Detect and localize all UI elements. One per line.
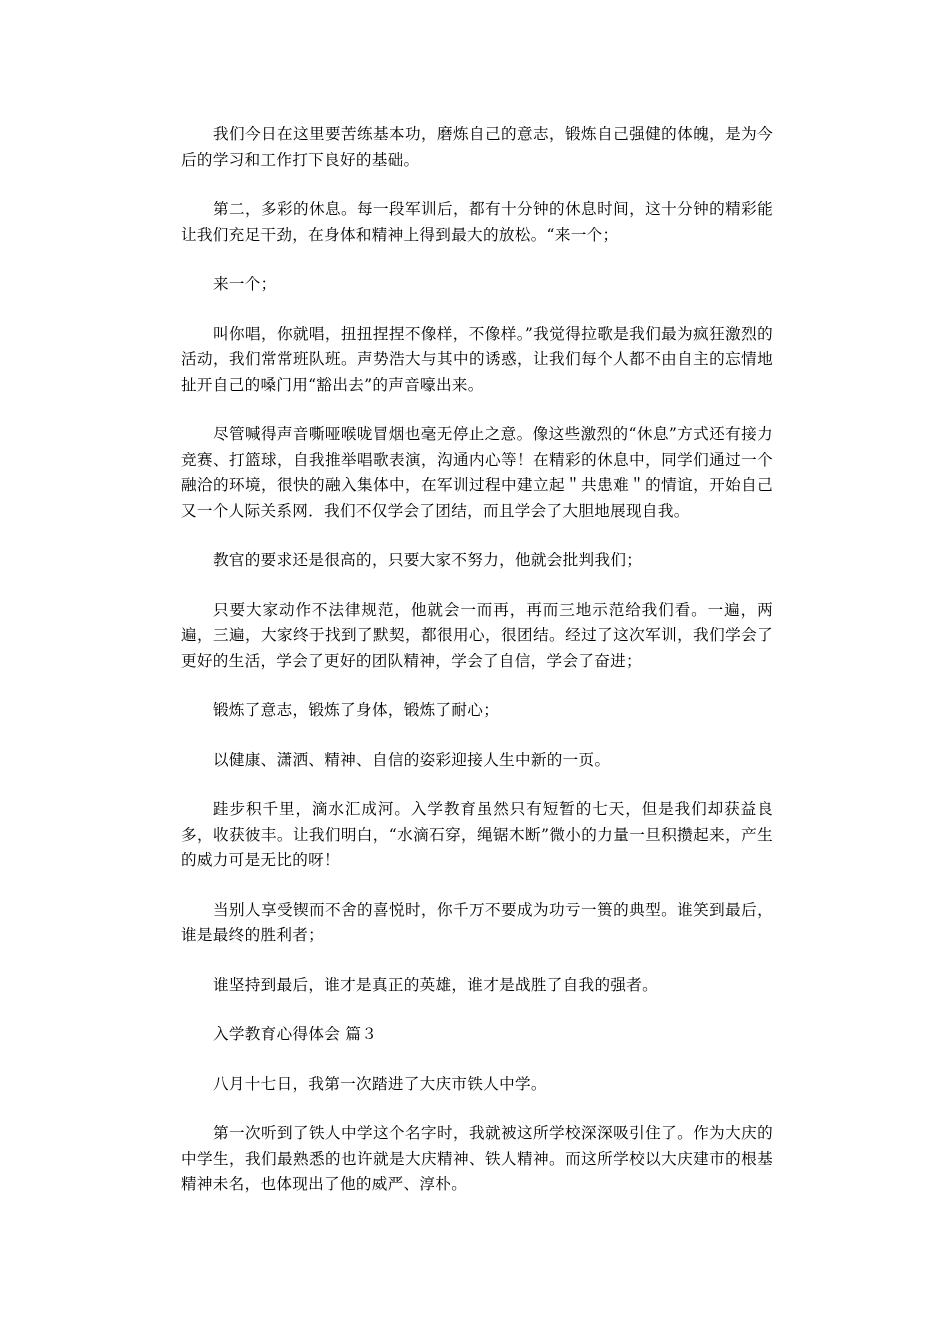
paragraph: 锻炼了意志，锻炼了身体，锻炼了耐心； xyxy=(213,701,500,719)
paragraph: 教官的要求还是很高的，只要大家不努力，他就会批判我们； xyxy=(213,551,643,569)
paragraph: 当别人享受锲而不舍的喜悦时，你千万不要成为功亏一篑的典型。谁笑到最后，谁是最终的胜利者； xyxy=(181,900,773,944)
paragraph: 跬步积千里，滴水汇成河。入学教育虽然只有短暂的七天，但是我们却获益良多，收获彼丰。让我们明白，“水滴石穿，绳锯木断”微小的力量一旦积攒起来，产生的威力可是无比的呀！ xyxy=(181,800,773,869)
paragraph: 叫你唱，你就唱，扭扭捏捏不像样，不像样。”我觉得拉歌是我们最为疯狂激烈的活动，我们常常班队班。声势浩大与其中的诱惑，让我们每个人都不由自主的忘情地扯开自己的嗓门用“豁出去”的声音嚎出来。 xyxy=(181,324,773,394)
paragraph: 来一个； xyxy=(213,275,277,293)
paragraph: 只要大家动作不法律规范，他就会一而再，再而三地示范给我们看。一遍，两遍，三遍，大家终于找到了默契，都很用心，很团结。经过了这次军训，我们学会了更好的生活，学会了更好的团队精神，学会了自信，学会了奋进； xyxy=(181,600,773,670)
paragraph: 尽管喊得声音嘶哑喉咙冒烟也毫无停止之意。像这些激烈的“休息”方式还有接力竞赛、打篮球，自我推举唱歌表演，沟通内心等！在精彩的休息中，同学们通过一个融洽的环境，很快的融入集体中，在军训过程中建立起＂共患难＂的情谊，开始自己又一个人际关系网．我们不仅学会了团结，而且学会了大胆地展现自我。 xyxy=(181,425,773,520)
paragraph: 第一次听到了铁人中学这个名字时，我就被这所学校深深吸引住了。作为大庆的中学生，我们最熟悉的也许就是大庆精神、铁人精神。而这所学校以大庆建市的根基精神未名，也体现出了他的威严、淳朴。 xyxy=(181,1124,773,1193)
paragraph: 我们今日在这里要苦练基本功，磨炼自己的意志，锻炼自己强健的体魄，是为今后的学习和工作打下良好的基础。 xyxy=(181,125,773,169)
paragraph: 八月十七日，我第一次踏进了大庆市铁人中学。 xyxy=(213,1074,547,1093)
document-body xyxy=(181,122,773,1222)
paragraph: 以健康、潇洒、精神、自信的姿彩迎接人生中新的一页。 xyxy=(213,750,611,769)
paragraph: 第二，多彩的休息。每一段军训后，都有十分钟的休息时间，这十分钟的精彩能让我们充足干劲，在身体和精神上得到最大的放松。“来一个； xyxy=(181,200,773,244)
paragraph: 谁坚持到最后，谁才是真正的英雄，谁才是战胜了自我的强者。 xyxy=(213,975,659,994)
section-heading: 入学教育心得体会 篇３ xyxy=(213,1025,378,1043)
